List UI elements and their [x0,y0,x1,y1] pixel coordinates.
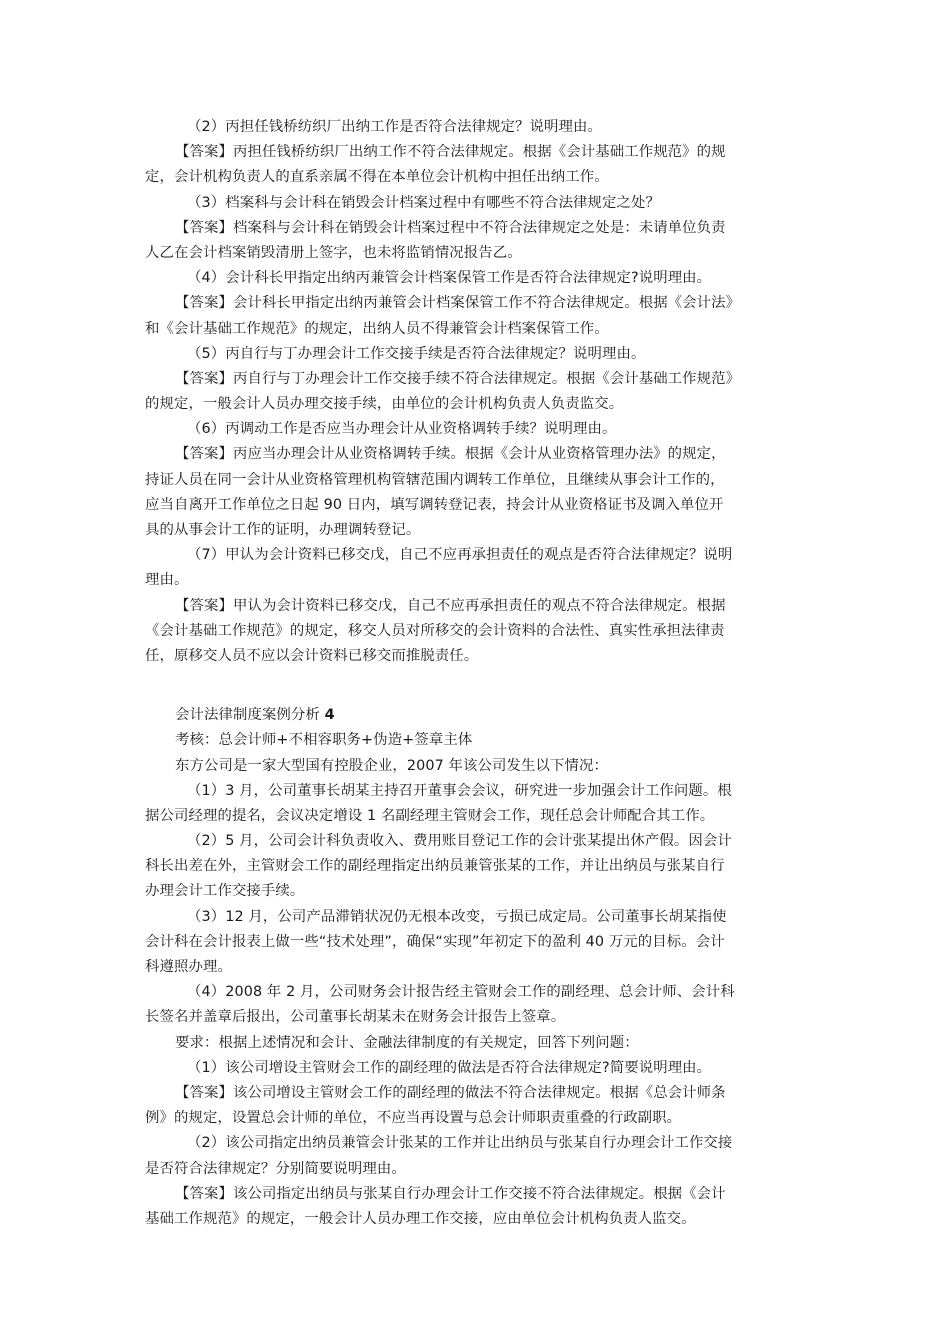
case-item-line: （1）3 月，公司董事长胡某主持召开董事会会议，研究进一步加强会计工作问题。根 [187,782,732,799]
answer-line: 【答案】会计科长甲指定出纳丙兼管会计档案保管工作不符合法律规定。根据《会计法》 [175,295,741,312]
answer-line: 【答案】丙应当办理会计从业资格调转手续。根据《会计从业资格管理办法》的规定， [175,446,726,463]
question-line: （5）丙自行与丁办理会计工作交接手续是否符合法律规定？说明理由。 [187,345,646,362]
requirement-line: 要求：根据上述情况和会计、金融法律制度的有关规定，回答下列问题： [175,1034,639,1051]
case-item-line: （4）2008 年 2 月，公司财务会计报告经主管财会工作的副经理、总会计师、会计科 [187,984,735,1001]
section-title-number: 4 [324,707,335,724]
question-line: 理由。 [145,572,189,589]
answer-line: 持证人员在同一会计从业资格管理机构管辖范围内调转工作单位，且继续从事会计工作的， [145,471,725,488]
case-item-line: 会计科在会计报表上做一些“技术处理”，确保“实现”年初定下的盈利 40 万元的目标。会计 [145,933,725,950]
answer-line: 【答案】甲认为会计资料已移交戊，自己不应再承担责任的观点不符合法律规定。根据 [175,597,726,614]
answer-line: 《会计基础工作规范》的规定，移交人员对所移交的会计资料的合法性、真实性承担法律责 [145,622,725,639]
answer-line: 【答案】该公司增设主管财会工作的副经理的做法不符合法律规定。根据《总会计师条 [175,1084,726,1101]
case-item-line: （2）5 月，公司会计科负责收入、费用账目登记工作的会计张某提出休产假。因会计 [187,833,732,850]
section-title-text: 会计法律制度案例分析 [175,707,325,724]
answer-line: 定，会计机构负责人的直系亲属不得在本单位会计机构中担任出纳工作。 [145,169,609,186]
answer-line: 具的从事会计工作的证明，办理调转登记。 [145,522,421,538]
question-line: （1）该公司增设主管财会工作的副经理的做法是否符合法律规定?简要说明理由。 [187,1059,712,1076]
section-spacer [145,669,813,703]
case-item-line: 科长出差在外，主管财会工作的副经理指定出纳员兼管张某的工作，并让出纳员与张某自行 [145,858,725,875]
case-item-line: 科遵照办理。 [145,959,232,975]
answer-line: 例》的规定，设置总会计师的单位，不应当再设置与总会计师职责重叠的行政副职。 [145,1110,682,1127]
case-3-answers [145,115,813,669]
case-intro-line: 东方公司是一家大型国有控股企业，2007 年该公司发生以下情况： [175,757,608,774]
question-line: （2）该公司指定出纳员兼管会计张某的工作并让出纳员与张某自行办理会计工作交接 [187,1135,733,1152]
question-line: （4）会计科长甲指定出纳丙兼管会计档案保管工作是否符合法律规定?说明理由。 [187,270,712,287]
answer-line: 【答案】档案科与会计科在销毁会计档案过程中不符合法律规定之处是：未请单位负责 [175,219,726,236]
answer-line: 任，原移交人员不应以会计资料已移交而推脱责任。 [145,647,479,664]
document-page [145,115,813,1232]
answer-line: 和《会计基础工作规范》的规定，出纳人员不得兼管会计档案保管工作。 [145,320,609,337]
question-line: （6）丙调动工作是否应当办理会计从业资格调转手续？说明理由。 [187,421,617,438]
answer-line: 【答案】该公司指定出纳员与张某自行办理会计工作交接不符合法律规定。根据《会计 [175,1185,726,1202]
exam-focus-line: 考核：总会计师+不相容职务+伪造+签章主体 [175,732,473,749]
answer-line: 基础工作规范》的规定，一般会计人员办理工作交接，应由单位会计机构负责人监交。 [145,1210,696,1227]
answer-line: 的规定，一般会计人员办理交接手续，由单位的会计机构负责人负责监交。 [145,396,624,413]
question-line: 是否符合法律规定？分别简要说明理由。 [145,1160,406,1177]
question-line: （7）甲认为会计资料已移交戊，自己不应再承担责任的观点是否符合法律规定？说明 [187,547,733,564]
answer-line: 【答案】丙自行与丁办理会计工作交接手续不符合法律规定。根据《会计基础工作规范》 [175,370,741,387]
case-item-line: （3）12 月，公司产品滞销状况仍无根本改变，亏损已成定局。公司董事长胡某指使 [187,908,727,925]
case-4-content [145,728,813,1232]
answer-line: 人乙在会计档案销毁清册上签字，也未将监销情况报告乙。 [145,244,522,261]
answer-line: 【答案】丙担任钱桥纺织厂出纳工作不符合法律规定。根据《会计基础工作规范》的规 [175,144,726,161]
answer-line: 应当自离开工作单位之日起 90 日内，填写调转登记表，持会计从业资格证书及调入单位开 [145,496,724,513]
question-line: （2）丙担任钱桥纺织厂出纳工作是否符合法律规定？说明理由。 [187,119,602,135]
question-line: （3）档案科与会计科在销毁会计档案过程中有哪些不符合法律规定之处？ [187,194,660,211]
case-item-line: 长签名并盖章后报出，公司董事长胡某未在财务会计报告上签章。 [145,1009,566,1026]
case-item-line: 办理会计工作交接手续。 [145,883,305,900]
case-item-line: 据公司经理的提名，会议决定增设 1 名副经理主管财会工作，现任总会计师配合其工作。 [145,807,715,824]
section-title [145,703,813,728]
